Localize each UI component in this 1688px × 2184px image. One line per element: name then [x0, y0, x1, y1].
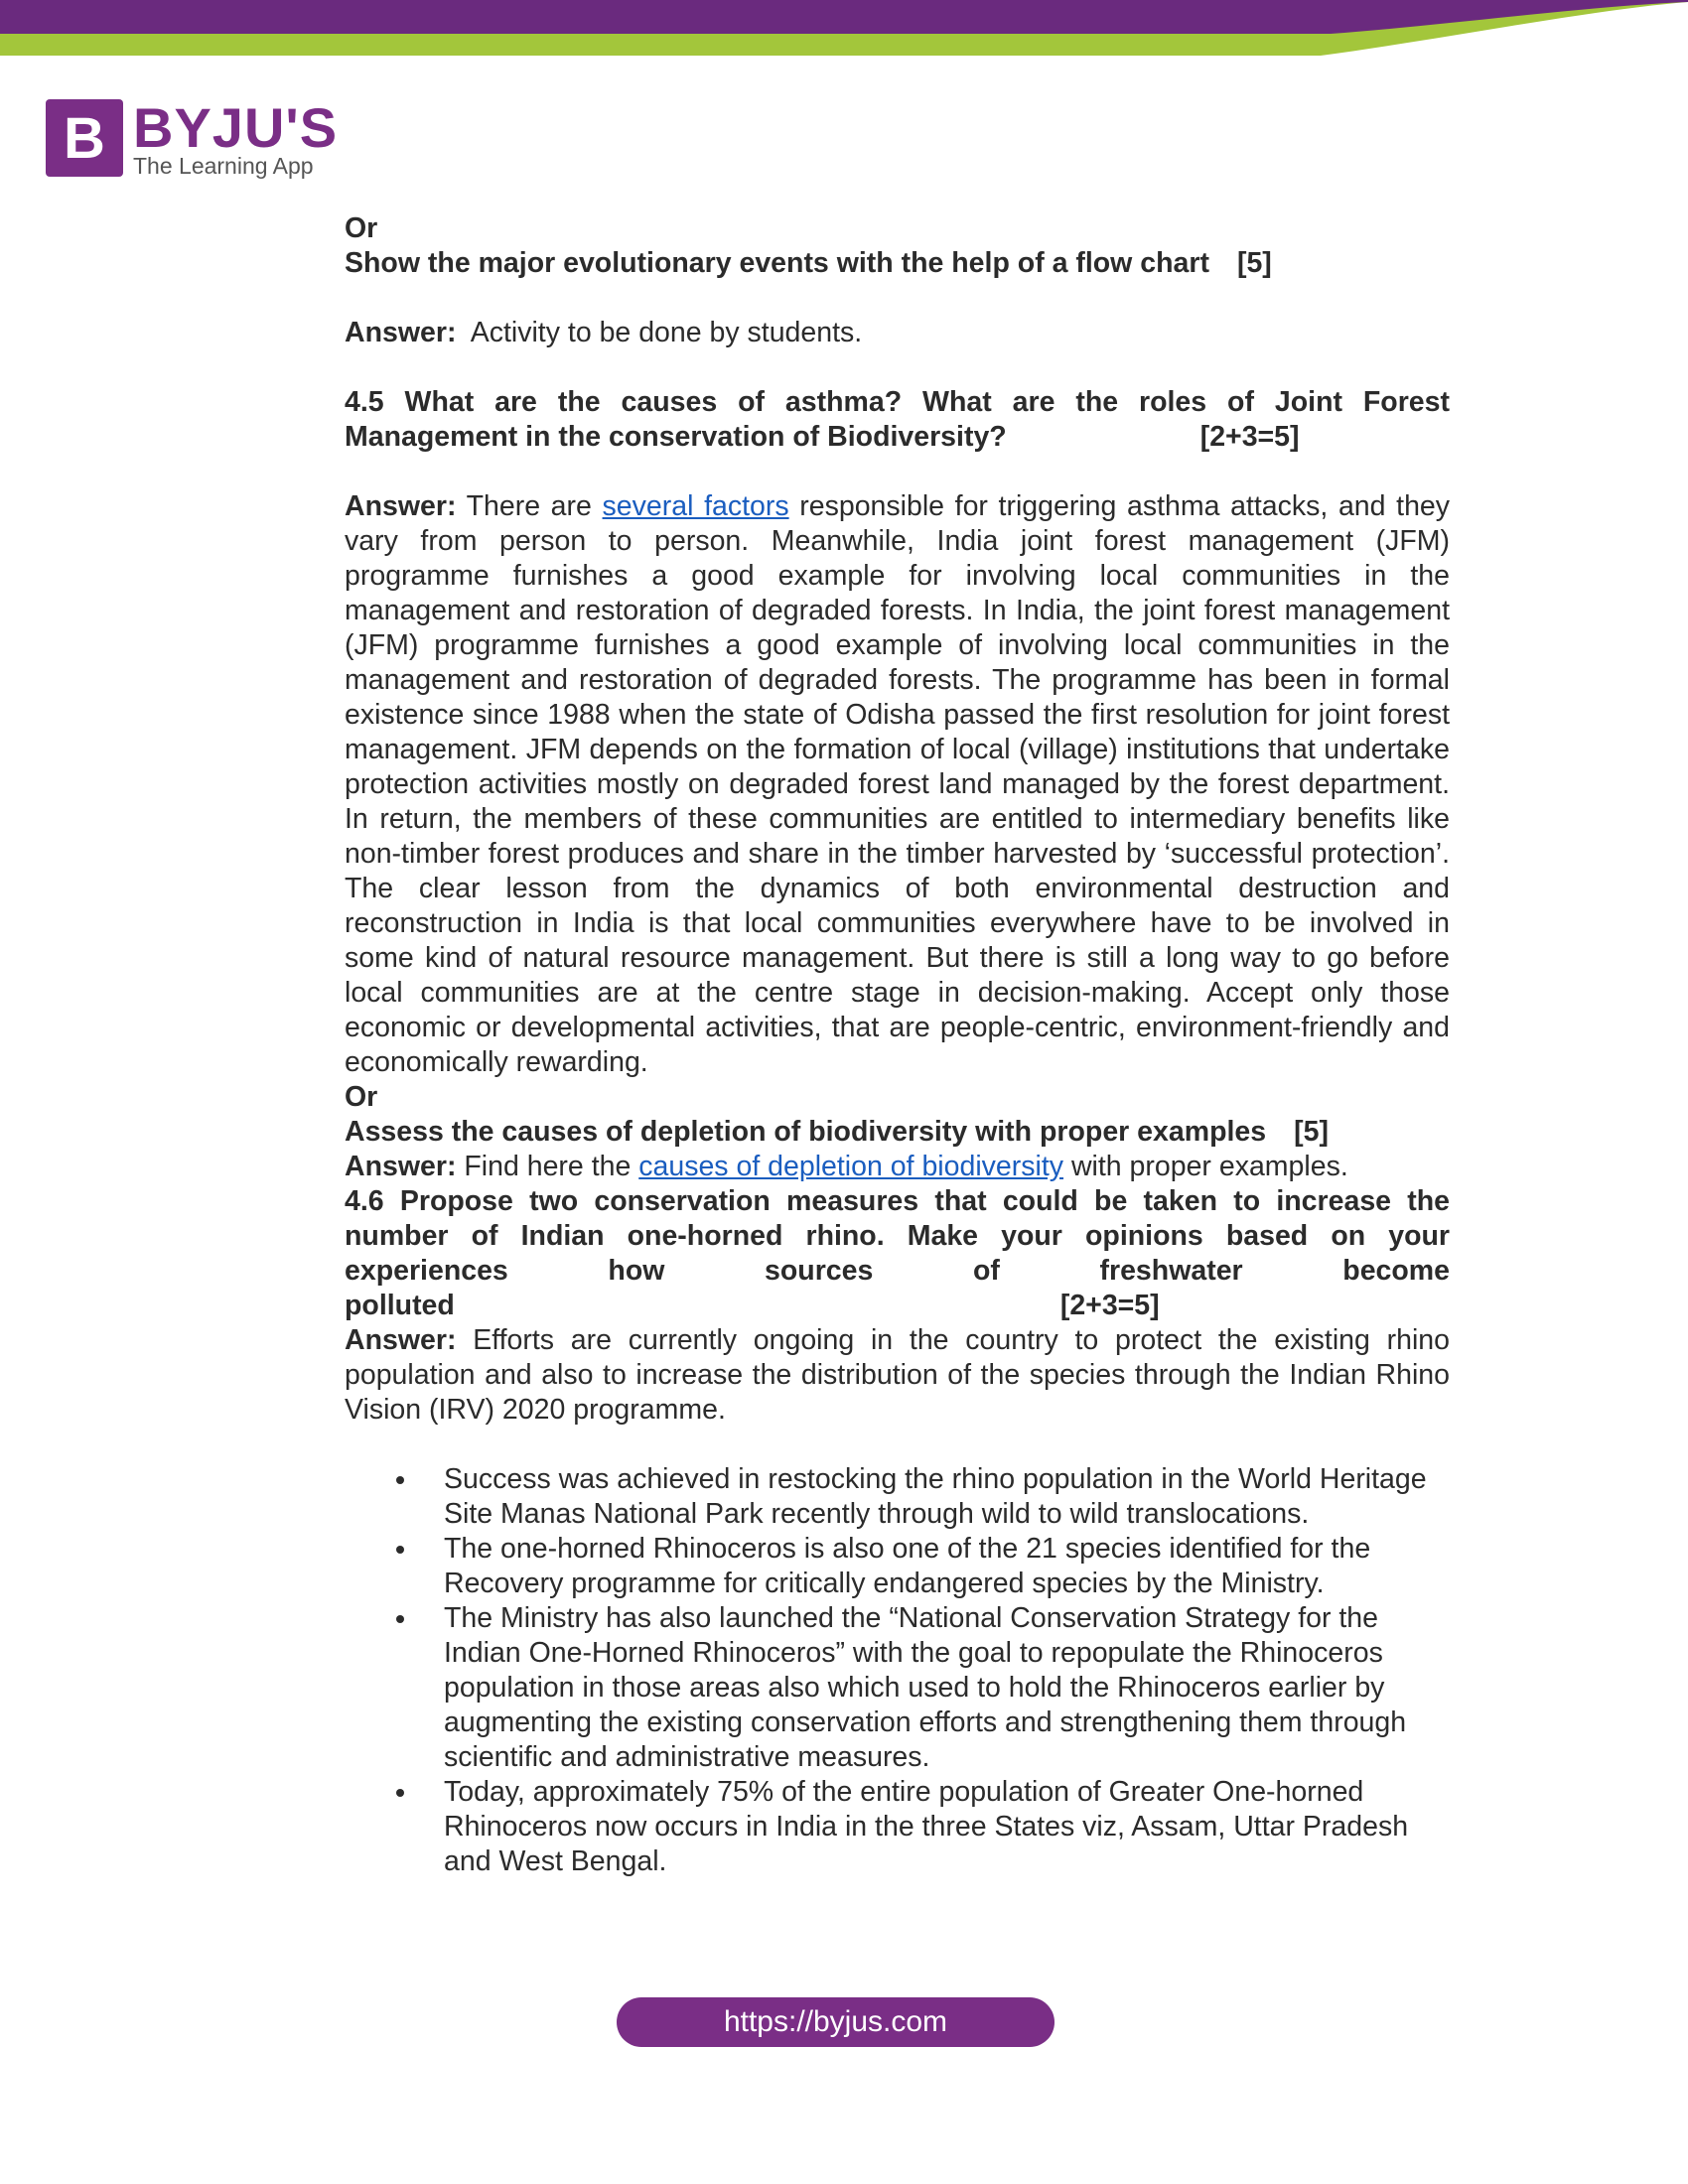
or-separator: Or — [345, 212, 378, 244]
question-marks: [5] — [1294, 1116, 1329, 1148]
document-body — [345, 211, 1450, 1879]
answer-label: Answer: — [345, 317, 457, 348]
or-separator: Or — [345, 1081, 378, 1113]
answer-label: Answer: — [345, 1324, 457, 1356]
question-4-6-last-line: polluted [2+3=5] — [345, 1290, 1160, 1321]
depletion-of-biodiversity-link[interactable]: causes of depletion of biodiversity — [638, 1151, 1064, 1182]
logo-title: BYJU'S — [133, 96, 339, 159]
answer-label: Answer: — [345, 490, 457, 522]
logo-mark-icon: B — [46, 99, 123, 177]
question-marks: [5] — [1236, 247, 1272, 279]
question-flowchart: Show the major evolutionary events with the help of a flow chart [5] — [345, 247, 1272, 279]
question-4-6-spread-line: experiences how sources of freshwater become — [345, 1255, 1450, 1287]
question-depletion: Assess the causes of depletion of biodiversity with proper examples [5] — [345, 1116, 1329, 1148]
list-item: Today, approximately 75% of the entire population of Greater One-horned Rhinoceros now occurs in India in the three States viz, Assam, Uttar Pradesh and West Bengal. — [444, 1775, 1450, 1879]
several-factors-link[interactable]: several factors — [602, 490, 789, 522]
question-marks: [2+3=5] — [1199, 421, 1300, 453]
header-decorative-band — [0, 0, 1688, 60]
answer-4-5: Answer: There are several factors responsible for triggering asthma attacks, and they vary from person to person. Meanwhile, India joint forest management (JFM) programme furnishes a good example for involving local communities in the management and restoration of degraded forests. In India, the joint forest management (JFM) programme furnishes a good example of involving local communities in the management and restoration of degraded forests. The programme has been in formal existence since 1988 when the state of Odisha passed the first resolution for joint forest management. JFM depends on the formation of local (village) institutions that undertake protection activities mostly on degraded forest land managed by the forest department. In return, the members of these communities are entitled to intermediary benefits like non-timber forest produces and share in the timber harvested by ‘successful protection’. The clear lesson from the dynamics of both environmental destruction and reconstruction in India is that local communities everywhere have to be involved in some kind of natural resource management. But there is still a long way to go before local communities are at the centre stage in decision-making. Accept only those economic or developmental activities, that are people-centric, environment-friendly and economically rewarding. — [345, 490, 1451, 1078]
question-4-5-line-1: 4.5 What are the causes of asthma? What are the roles of Joint Forest — [345, 386, 1450, 418]
byjus-logo — [46, 97, 344, 183]
list-item: The Ministry has also launched the “National Conservation Strategy for the Indian One-Horned Rhinoceros” with the goal to repopulate the Rhinoceros population in those areas also which used to hold the Rhinoceros earlier by augmenting the existing conservation efforts and strengthening them through scientific and administrative measures. — [444, 1601, 1450, 1775]
question-4-5-6: 4.6 Propose two conservation measures that could be taken to increase the number of Indian one-horned rhino. Make your opinions based on your — [345, 1185, 1450, 1252]
footer-url-link[interactable]: https://byjus.com — [617, 1997, 1055, 2047]
question-marks: [2+3=5] — [1059, 1290, 1160, 1321]
list-item: The one-horned Rhinoceros is also one of the 21 species identified for the Recovery programme for critically endangered species by the Ministry. — [444, 1532, 1450, 1601]
answer-4-6: Answer: Efforts are currently ongoing in the country to protect the existing rhino population and also to increase the distribution of the species through the Indian Rhino Vision (IRV) 2020 programme. — [345, 1324, 1451, 1426]
list-item: Success was achieved in restocking the rhino population in the World Heritage Site Manas National Park recently through wild to wild translocations. — [444, 1462, 1450, 1532]
answer-label: Answer: — [345, 1151, 457, 1182]
question-4-5-line-2: Management in the conservation of Biodiversity? [2+3=5] — [345, 421, 1300, 453]
answer-depletion: Answer: Find here the causes of depletion of biodiversity with proper examples. — [345, 1151, 1348, 1182]
logo-subtitle: The Learning App — [133, 153, 314, 179]
rhino-measures-list — [345, 1462, 1450, 1879]
answer-flowchart: Answer: Activity to be done by students. — [345, 317, 863, 348]
